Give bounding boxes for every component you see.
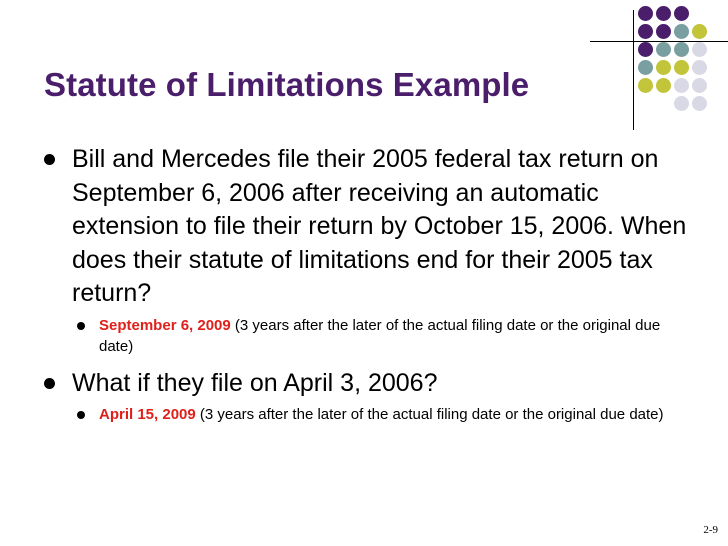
slide-number: 2-9 bbox=[703, 524, 718, 536]
bullet-question-2 bbox=[44, 367, 694, 401]
bullet-question-1 bbox=[44, 143, 694, 311]
decorative-dot bbox=[692, 42, 707, 57]
answer-explanation: (3 years after the later of the actual filing date or the original due date) bbox=[99, 316, 661, 355]
sub-bullet-dot-icon bbox=[77, 322, 85, 330]
bullet-dot-icon bbox=[44, 154, 55, 165]
slide-title: Statute of Limitations Example bbox=[44, 66, 530, 103]
sub-bullet-dot-icon bbox=[77, 411, 85, 419]
decorative-dot bbox=[638, 6, 653, 21]
decorative-dot bbox=[656, 96, 671, 111]
decorative-dot-grid bbox=[638, 6, 707, 111]
decorative-dot bbox=[692, 6, 707, 21]
decorative-dot bbox=[656, 78, 671, 93]
decorative-dot bbox=[692, 60, 707, 75]
answer-date: April 15, 2009 bbox=[99, 406, 196, 423]
decorative-dot bbox=[638, 96, 653, 111]
bullet-text: What if they file on April 3, 2006? bbox=[72, 368, 438, 397]
decorative-dot bbox=[674, 6, 689, 21]
decorative-dot bbox=[656, 24, 671, 39]
slide-content bbox=[44, 143, 694, 435]
decorative-vertical-rule bbox=[633, 10, 634, 130]
decorative-dot bbox=[638, 42, 653, 57]
answer-explanation: (3 years after the later of the actual filing date or the original due date) bbox=[195, 406, 664, 423]
decorative-dot bbox=[674, 24, 689, 39]
bullet-dot-icon bbox=[44, 378, 55, 389]
decorative-dot bbox=[674, 96, 689, 111]
decorative-dot bbox=[674, 42, 689, 57]
decorative-dot bbox=[674, 60, 689, 75]
decorative-dot bbox=[638, 60, 653, 75]
bullet-text: Bill and Mercedes file their 2005 federal tax return on September 6, 2006 after receiving an automatic extension to file their return by October 15, 2006. When does their statute of limitations end for their 2005 tax return? bbox=[72, 145, 687, 307]
decorative-dot bbox=[692, 96, 707, 111]
decorative-dot bbox=[692, 78, 707, 93]
decorative-dot bbox=[638, 78, 653, 93]
decorative-dot bbox=[656, 60, 671, 75]
decorative-dot bbox=[674, 78, 689, 93]
sub-bullet-answer-2 bbox=[99, 404, 679, 425]
decorative-dot bbox=[656, 42, 671, 57]
answer-date: September 6, 2009 bbox=[99, 316, 231, 334]
sub-bullet-answer-1 bbox=[99, 315, 679, 357]
decorative-dot bbox=[656, 6, 671, 21]
decorative-dot bbox=[692, 24, 707, 39]
decorative-dot bbox=[638, 24, 653, 39]
